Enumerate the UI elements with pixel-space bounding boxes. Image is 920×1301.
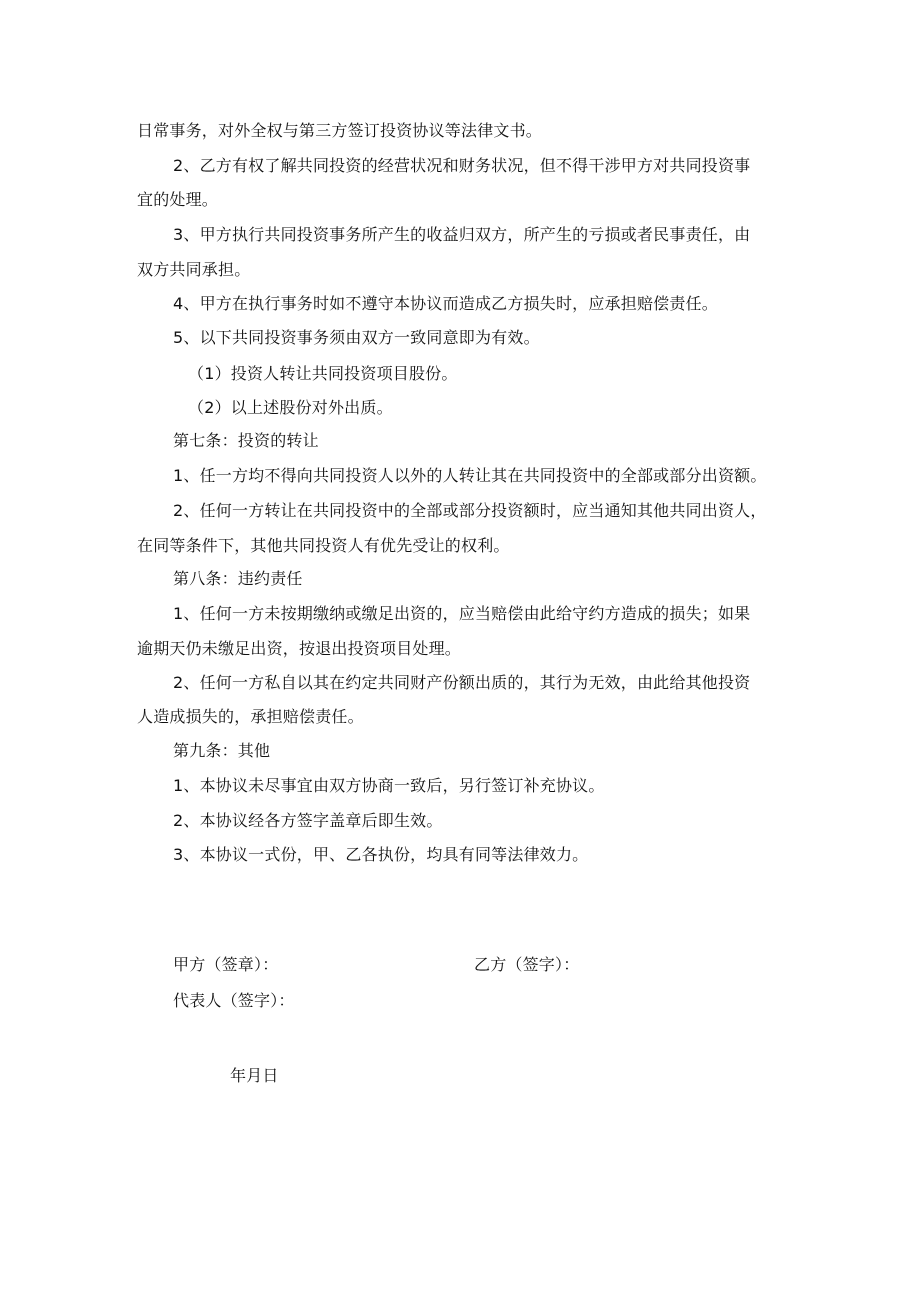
text-line: 在同等条件下，其他共同投资人有优先受让的权利。 [137, 536, 510, 555]
text-line: 1、本协议未尽事宜由双方协商一致后，另行签订补充协议。 [173, 776, 605, 795]
section-heading: 第九条：其他 [173, 741, 271, 760]
date-label: 年月日 [230, 1066, 279, 1085]
text-line: 宜的处理。 [137, 190, 219, 209]
text-line: 双方共同承担。 [137, 260, 251, 279]
text-line: 1、任一方均不得向共同投资人以外的人转让其在共同投资中的全部或部分出资额。 [173, 466, 767, 485]
text-line: 逾期天仍未缴足出资，按退出投资项目处理。 [137, 639, 462, 658]
text-line: （2）以上述股份对外出质。 [188, 398, 393, 417]
section-heading: 第七条：投资的转让 [173, 431, 319, 450]
text-line: （1）投资人转让共同投资项目股份。 [188, 364, 458, 383]
text-line: 5、以下共同投资事务须由双方一致同意即为有效。 [173, 328, 540, 347]
text-line: 人造成损失的，承担赔偿责任。 [137, 707, 364, 726]
text-line: 2、任何一方私自以其在约定共同财产份额出质的，其行为无效，由此给其他投资 [173, 673, 751, 692]
text-line: 2、任何一方转让在共同投资中的全部或部分投资额时，应当通知其他共同出资人， [173, 501, 767, 520]
text-line: 3、甲方执行共同投资事务所产生的收益归双方，所产生的亏损或者民事责任，由 [173, 225, 751, 244]
text-line: 4、甲方在执行事务时如不遵守本协议而造成乙方损失时，应承担赔偿责任。 [173, 294, 718, 313]
representative-signature-label: 代表人（签字）： [173, 991, 295, 1010]
text-line: 2、本协议经各方签字盖章后即生效。 [173, 811, 443, 830]
text-line: 2、乙方有权了解共同投资的经营状况和财务状况，但不得干涉甲方对共同投资事 [173, 156, 751, 175]
section-heading: 第八条：违约责任 [173, 569, 303, 588]
party-a-signature-label: 甲方（签章）： [173, 955, 279, 974]
text-line: 1、任何一方未按期缴纳或缴足出资的，应当赔偿由此给守约方造成的损失；如果 [173, 604, 751, 623]
text-line: 日常事务，对外全权与第三方签订投资协议等法律文书。 [137, 121, 543, 140]
party-b-signature-label: 乙方（签字）： [474, 955, 580, 974]
text-line: 3、本协议一式份，甲、乙各执份，均具有同等法律效力。 [173, 845, 589, 864]
